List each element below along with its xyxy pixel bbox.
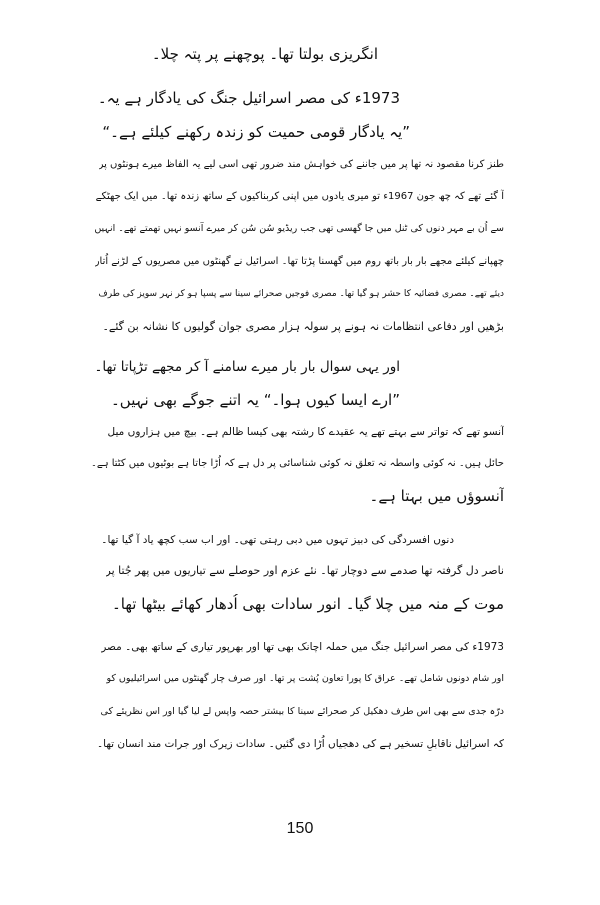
text-line: اور یہی سوال بار بار میرے سامنے آ کر مجھے تڑپاتا تھا۔ <box>94 359 400 375</box>
text-line: آ گئے تھے کہ چھ جون 1967ء تو میری یادوں میں اپنی کربناکیوں کے ساتھ زندہ تھا۔ میں ایک جھٹکے <box>95 191 504 202</box>
text-line: دنوں افسردگی کی دبیز تہوں میں دبی رہتی تھی۔ اور اب سب کچھ یاد آ گیا تھا۔ <box>101 534 454 546</box>
page-number: 150 <box>286 820 314 837</box>
text-line: ”ارے ایسا کیوں ہوا۔“ یہ اتنے جوگے بھی نہیں۔ <box>111 391 400 409</box>
text-line: سے اُن بے مہر دنوں کی ٹنل میں جا گھسی تھی جب ریڈیو سُن سُن کر میرے آنسو نہیں تھمتے تھے۔ انہیں <box>94 223 504 234</box>
text-line: چھپانے کیلئے مجھے بار بار باتھ روم میں گھسنا پڑتا تھا۔ اسرائیل نے گھنٹوں میں مصریوں کے لڑنے اُتار <box>94 256 504 267</box>
text-line: بڑھیں اور دفاعی انتظامات نہ ہونے پر سولہ ہزار مصری جوان گولیوں کا نشانہ بن گئے۔ <box>102 320 504 333</box>
text-line: دیئے تھے۔ مصری فضائیہ کا حشر ہو گیا تھا۔ مصری فوجیں صحرائے سینا سے پسپا ہو کر نہر سویز کی طرف <box>98 289 504 299</box>
text-line: اور شام دونوں شامل تھے۔ عراق کا پورا تعاون پُشت پر تھا۔ اور صرف چار گھنٹوں میں اسرائیلیوں کو <box>106 673 504 684</box>
text-line: آنسوؤں میں بہتا ہے۔ <box>369 487 504 505</box>
text-line: موت کے منہ میں چلا گیا۔ انور سادات بھی اُدھار کھائے بیٹھا تھا۔ <box>112 595 504 613</box>
text-line: انگریزی بولتا تھا۔ پوچھنے پر پتہ چلا۔ <box>151 45 378 63</box>
text-line: درّہ جدی سے بھی اس طرف دھکیل کر صحرائے سینا کا بیشتر حصہ واپس لے لیا گیا اور اس نظریئے کی <box>100 706 504 717</box>
text-line: حائل ہیں۔ نہ کوئی واسطہ نہ تعلق نہ کوئی شناسائی پر دل ہے کہ اُڑا جاتا ہے بوٹیوں میں کٹتا ہے۔ <box>90 458 504 469</box>
text-line: 1973ء کی مصر اسرائیل جنگ میں حملہ اچانک بھی تھا اور بھرپور تیاری کے ساتھ بھی۔ مصر <box>101 641 504 653</box>
text-line: آنسو تھے کہ تواتر سے بہتے تھے یہ عقیدے کا رشتہ بھی کیسا ظالم ہے۔ بیچ میں ہزاروں میل <box>107 426 504 438</box>
text-line: 1973ء کی مصر اسرائیل جنگ کی یادگار ہے یہ۔ <box>97 89 400 107</box>
text-line: طنز کرنا مقصود نہ تھا پر میں جاننے کی خواہش مند ضرور تھی اسی لیے یہ الفاظ میرے ہونٹوں پر <box>98 159 504 170</box>
text-line: کہ اسرائیل ناقابلِ تسخیر ہے کی دھجیاں اُڑا دی گئیں۔ سادات زیرک اور جرات مند انسان تھا۔ <box>96 738 504 750</box>
text-line: ”یہ یادگار قومی حمیت کو زندہ رکھنے کیلئے ہے۔“ <box>102 123 410 141</box>
text-line: ناصر دل گرفتہ تھا صدمے سے دوچار تھا۔ نئے عزم اور حوصلے سے تیاریوں میں پھر جُتا پر <box>105 564 504 577</box>
